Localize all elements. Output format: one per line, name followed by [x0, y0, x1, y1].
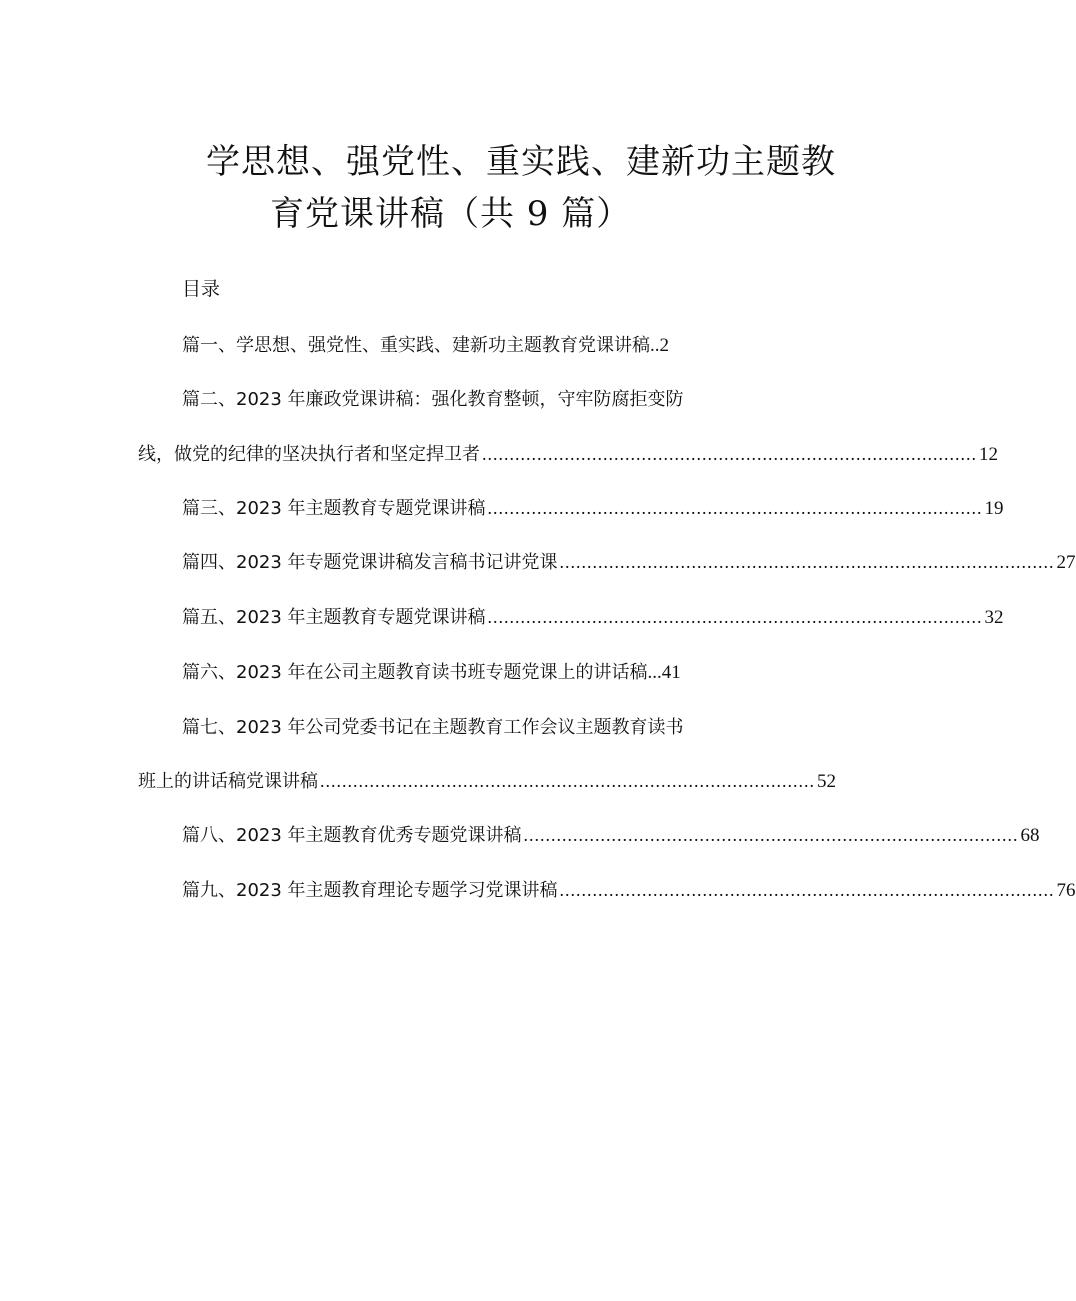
toc-entry-8[interactable] [182, 821, 1040, 847]
toc-leader: .......................................................................................... [320, 771, 815, 791]
toc-entry-6[interactable] [182, 658, 681, 684]
toc-entry-7-line-2[interactable] [138, 767, 836, 793]
toc-entry-text: 篇八、2023 年主题教育优秀专题党课讲稿 [182, 825, 522, 846]
document-title-line-1: 学思想、强党性、重实践、建新功主题教 [206, 142, 836, 182]
toc-page-number: 27 [1056, 552, 1076, 573]
toc-entry-1[interactable] [182, 331, 669, 357]
document-title-line-2: 育党课讲稿（共 9 篇） [270, 194, 632, 234]
toc-page-number: 52 [817, 771, 836, 792]
toc-page-number: 19 [984, 498, 1004, 519]
toc-leader: .......................................................................................... [482, 444, 977, 464]
toc-leader: .......................................................................................... [487, 498, 983, 518]
toc-entry-text: 篇七、2023 年公司党委书记在主题教育工作会议主题教育读书 [182, 717, 684, 738]
toc-entry-text: 篇五、2023 年主题教育专题党课讲稿 [182, 607, 486, 628]
toc-entry-text: 篇一、学思想、强党性、重实践、建新功主题教育党课讲稿 [182, 335, 650, 356]
toc-entry-5[interactable] [182, 603, 1004, 629]
toc-page-number: 68 [1020, 825, 1040, 846]
toc-entry-text: 篇四、2023 年专题党课讲稿发言稿书记讲党课 [182, 552, 558, 573]
toc-leader: .......................................................................................... [487, 607, 983, 627]
toc-entry-2-line-1[interactable] [182, 385, 684, 411]
toc-entry-text: 线，做党的纪律的坚决执行者和坚定捍卫者 [138, 444, 480, 465]
toc-page-number: 12 [979, 444, 998, 465]
toc-leader: .......................................................................................... [559, 880, 1055, 900]
toc-leader: .. [650, 335, 660, 356]
toc-entry-text: 篇九、2023 年主题教育理论专题学习党课讲稿 [182, 880, 558, 901]
toc-leader: ... [647, 662, 662, 683]
toc-entry-text: 篇二、2023 年廉政党课讲稿：强化教育整顿，守牢防腐拒变防 [182, 389, 684, 410]
toc-heading: 目录 [182, 278, 221, 300]
toc-entry-4[interactable] [182, 548, 1076, 574]
toc-leader: .......................................................................................... [523, 825, 1019, 845]
toc-entry-text: 篇三、2023 年主题教育专题党课讲稿 [182, 498, 486, 519]
toc-page-number: 76 [1056, 880, 1076, 901]
toc-entry-3[interactable] [182, 494, 1004, 520]
toc-entry-7-line-1[interactable] [182, 713, 684, 739]
toc-entry-9[interactable] [182, 876, 1076, 902]
toc-leader: .......................................................................................... [559, 552, 1055, 572]
toc-entry-text: 班上的讲话稿党课讲稿 [138, 771, 318, 792]
toc-entry-2-line-2[interactable] [138, 440, 998, 466]
toc-page-number: 32 [984, 607, 1004, 628]
toc-entry-text: 篇六、2023 年在公司主题教育读书班专题党课上的讲话稿 [182, 662, 648, 683]
toc-page-number: 2 [659, 335, 669, 356]
toc-page-number: 41 [661, 662, 681, 683]
